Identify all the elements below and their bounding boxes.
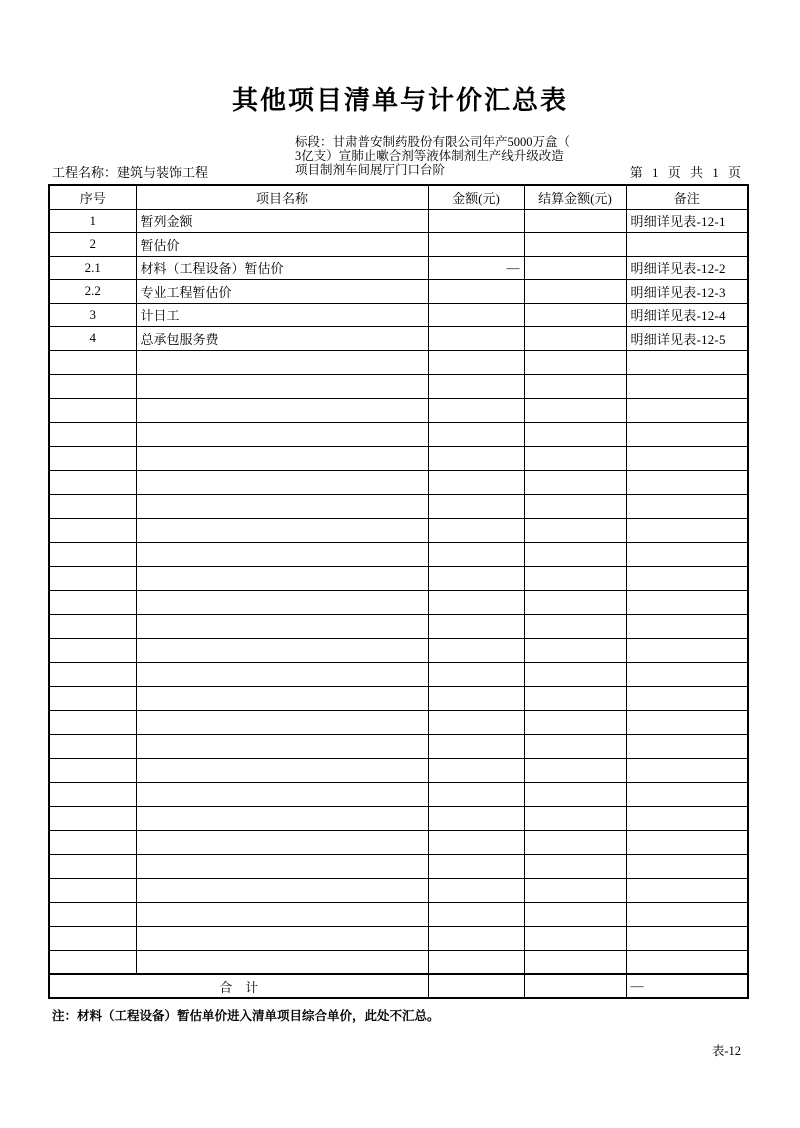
cell-settlement [524, 233, 626, 257]
table-row-empty [49, 902, 748, 926]
cell-amount [428, 926, 524, 950]
cell-remark [626, 494, 748, 518]
cell-amount [428, 494, 524, 518]
cell-settlement [524, 542, 626, 566]
table-row [49, 303, 748, 327]
cell-seq [49, 926, 136, 950]
cell-remark [626, 470, 748, 494]
cell-item-name [136, 950, 428, 974]
cell-seq [49, 758, 136, 782]
table-row-empty [49, 446, 748, 470]
table-row-empty [49, 734, 748, 758]
cell-item-name [136, 470, 428, 494]
cell-settlement [524, 494, 626, 518]
table-row-empty [49, 710, 748, 734]
cell-item-name [136, 542, 428, 566]
cell-amount [428, 350, 524, 374]
cell-amount [428, 878, 524, 902]
table-row-empty [49, 470, 748, 494]
table-row-empty [49, 806, 748, 830]
cell-remark [626, 446, 748, 470]
cell-amount [428, 518, 524, 542]
cell-remark [626, 854, 748, 878]
cell-amount [428, 806, 524, 830]
table-tag: 表-12 [711, 1044, 741, 1058]
table-row-empty [49, 662, 748, 686]
cell-settlement [524, 710, 626, 734]
cell-remark [626, 542, 748, 566]
cell-settlement [524, 950, 626, 974]
cell-seq [49, 662, 136, 686]
cell-amount [428, 303, 524, 327]
cell-seq [49, 470, 136, 494]
cell-amount [428, 422, 524, 446]
page-number: 第 1 页 共 1 页 [629, 165, 741, 180]
cell-settlement [524, 470, 626, 494]
cell-settlement [524, 926, 626, 950]
table-row-empty [49, 494, 748, 518]
cell-item-name [136, 590, 428, 614]
cell-item-name [136, 902, 428, 926]
cell-item-name [136, 662, 428, 686]
cell-item-name [136, 686, 428, 710]
cell-settlement [524, 806, 626, 830]
cell-seq [49, 350, 136, 374]
table-row-empty [49, 566, 748, 590]
page-title: 其他项目清单与计价汇总表 [231, 86, 568, 115]
table-row-empty [49, 518, 748, 542]
table-row-empty [49, 782, 748, 806]
cell-seq [49, 782, 136, 806]
table-row-empty [49, 878, 748, 902]
footer-note: 注：材料（工程设备）暂估单价进入清单项目综合单价，此处不汇总。 [52, 1009, 440, 1023]
cell-amount [428, 470, 524, 494]
cell-seq [49, 374, 136, 398]
cell-settlement [524, 350, 626, 374]
cell-settlement [524, 638, 626, 662]
cell-settlement [524, 614, 626, 638]
cell-remark [626, 422, 748, 446]
cell-item-name [136, 878, 428, 902]
cell-amount [428, 374, 524, 398]
cell-remark [626, 233, 748, 257]
cell-amount [428, 280, 524, 304]
cell-seq [49, 398, 136, 422]
cell-item-name [136, 518, 428, 542]
cell-seq [49, 494, 136, 518]
cell-seq [49, 854, 136, 878]
cell-settlement [524, 902, 626, 926]
cell-amount: — [428, 256, 524, 280]
cell-settlement [524, 303, 626, 327]
cell-item-name [136, 758, 428, 782]
cell-seq [49, 542, 136, 566]
cell-item-name [136, 830, 428, 854]
cell-amount [428, 830, 524, 854]
cell-amount [428, 734, 524, 758]
table-row-empty [49, 686, 748, 710]
cell-seq: 2.2 [49, 280, 136, 304]
cell-seq [49, 518, 136, 542]
cell-remark [626, 710, 748, 734]
cell-settlement [524, 734, 626, 758]
cell-item-name [136, 422, 428, 446]
cell-item-name [136, 614, 428, 638]
cell-amount [428, 542, 524, 566]
cell-settlement [524, 374, 626, 398]
table-body [49, 209, 748, 998]
cell-amount [428, 566, 524, 590]
cell-settlement [524, 422, 626, 446]
cell-amount [428, 950, 524, 974]
cell-settlement [524, 566, 626, 590]
cell-remark [626, 734, 748, 758]
cell-seq: 2 [49, 233, 136, 257]
cell-settlement [524, 256, 626, 280]
cell-remark [626, 614, 748, 638]
project-name: 工程名称：建筑与装饰工程 [52, 165, 209, 180]
cell-item-name [136, 446, 428, 470]
cell-remark [626, 518, 748, 542]
table-row-empty [49, 542, 748, 566]
total-amount-cell [428, 974, 524, 998]
cell-amount [428, 327, 524, 351]
cell-settlement [524, 830, 626, 854]
table-row-empty [49, 758, 748, 782]
cell-amount [428, 686, 524, 710]
cell-remark [626, 950, 748, 974]
cell-amount [428, 758, 524, 782]
summary-table [48, 184, 749, 999]
cell-item-name [136, 398, 428, 422]
cell-remark [626, 374, 748, 398]
cell-settlement [524, 662, 626, 686]
table-row-empty [49, 950, 748, 974]
col-header-remark: 备注 [626, 185, 748, 209]
table-row-empty [49, 638, 748, 662]
cell-item-name [136, 806, 428, 830]
cell-settlement [524, 446, 626, 470]
bid-section-line: 3亿支）宣肺止嗽合剂等液体制剂生产线升级改造 [295, 149, 564, 163]
cell-item-name: 总承包服务费 [136, 327, 428, 351]
table-row-empty [49, 374, 748, 398]
total-label: 合 计 [49, 974, 428, 998]
cell-seq [49, 878, 136, 902]
cell-seq [49, 422, 136, 446]
cell-seq: 1 [49, 209, 136, 233]
cell-amount [428, 638, 524, 662]
cell-remark [626, 806, 748, 830]
cell-remark: 明细详见表-12-4 [626, 303, 748, 327]
cell-amount [428, 209, 524, 233]
cell-seq [49, 446, 136, 470]
table-row-empty [49, 614, 748, 638]
col-header-seq: 序号 [49, 185, 136, 209]
cell-seq [49, 710, 136, 734]
cell-remark: 明细详见表-12-1 [626, 209, 748, 233]
cell-remark [626, 350, 748, 374]
cell-item-name [136, 734, 428, 758]
cell-settlement [524, 878, 626, 902]
cell-seq: 4 [49, 327, 136, 351]
table-row-empty [49, 398, 748, 422]
cell-amount [428, 902, 524, 926]
cell-amount [428, 782, 524, 806]
cell-settlement [524, 327, 626, 351]
cell-amount [428, 398, 524, 422]
cell-item-name [136, 926, 428, 950]
cell-settlement [524, 686, 626, 710]
col-header-amount: 金额(元) [428, 185, 524, 209]
table-row [49, 256, 748, 280]
cell-seq [49, 686, 136, 710]
cell-seq [49, 806, 136, 830]
cell-remark: 明细详见表-12-5 [626, 327, 748, 351]
bid-section-line: 标段：甘肃普安制药股份有限公司年产5000万盒（ [295, 135, 571, 149]
cell-settlement [524, 280, 626, 304]
col-header-item-name: 项目名称 [136, 185, 428, 209]
cell-settlement [524, 782, 626, 806]
cell-seq: 3 [49, 303, 136, 327]
cell-seq [49, 734, 136, 758]
table-row-empty [49, 350, 748, 374]
table-row [49, 209, 748, 233]
table-row [49, 327, 748, 351]
table-row-empty [49, 854, 748, 878]
cell-seq [49, 590, 136, 614]
cell-item-name [136, 710, 428, 734]
cell-remark: 明细详见表-12-2 [626, 256, 748, 280]
cell-amount [428, 710, 524, 734]
cell-seq [49, 614, 136, 638]
cell-item-name: 暂估价 [136, 233, 428, 257]
table-header-row [49, 185, 748, 209]
cell-settlement [524, 758, 626, 782]
total-settlement-cell [524, 974, 626, 998]
total-row [49, 974, 748, 998]
cell-seq [49, 566, 136, 590]
cell-remark [626, 782, 748, 806]
cell-remark [626, 902, 748, 926]
cell-item-name [136, 566, 428, 590]
cell-amount [428, 590, 524, 614]
cell-seq: 2.1 [49, 256, 136, 280]
cell-settlement [524, 209, 626, 233]
cell-seq [49, 950, 136, 974]
cell-item-name [136, 638, 428, 662]
cell-seq [49, 638, 136, 662]
cell-settlement [524, 518, 626, 542]
cell-seq [49, 830, 136, 854]
cell-remark [626, 758, 748, 782]
table-row [49, 280, 748, 304]
cell-amount [428, 662, 524, 686]
cell-item-name: 计日工 [136, 303, 428, 327]
cell-item-name: 专业工程暂估价 [136, 280, 428, 304]
cell-remark: 明细详见表-12-3 [626, 280, 748, 304]
cell-item-name [136, 374, 428, 398]
table-row-empty [49, 590, 748, 614]
cell-remark [626, 566, 748, 590]
cell-remark [626, 926, 748, 950]
cell-remark [626, 830, 748, 854]
table-row-empty [49, 830, 748, 854]
cell-item-name [136, 782, 428, 806]
cell-remark [626, 662, 748, 686]
table-row [49, 233, 748, 257]
bid-section-info [295, 135, 605, 177]
cell-settlement [524, 398, 626, 422]
cell-item-name [136, 350, 428, 374]
cell-item-name [136, 854, 428, 878]
bid-section-line: 项目制剂车间展厅门口台阶 [295, 163, 446, 177]
cell-remark [626, 686, 748, 710]
cell-item-name: 材料（工程设备）暂估价 [136, 256, 428, 280]
cell-remark [626, 398, 748, 422]
cell-remark [626, 590, 748, 614]
table-row-empty [49, 926, 748, 950]
cell-remark [626, 878, 748, 902]
cell-amount [428, 854, 524, 878]
cell-settlement [524, 854, 626, 878]
cell-item-name: 暂列金额 [136, 209, 428, 233]
cell-seq [49, 902, 136, 926]
cell-settlement [524, 590, 626, 614]
cell-amount [428, 446, 524, 470]
cell-amount [428, 233, 524, 257]
cell-amount [428, 614, 524, 638]
col-header-settlement: 结算金额(元) [524, 185, 626, 209]
cell-item-name [136, 494, 428, 518]
table-row-empty [49, 422, 748, 446]
cell-remark [626, 638, 748, 662]
total-remark-cell: — [626, 974, 748, 998]
